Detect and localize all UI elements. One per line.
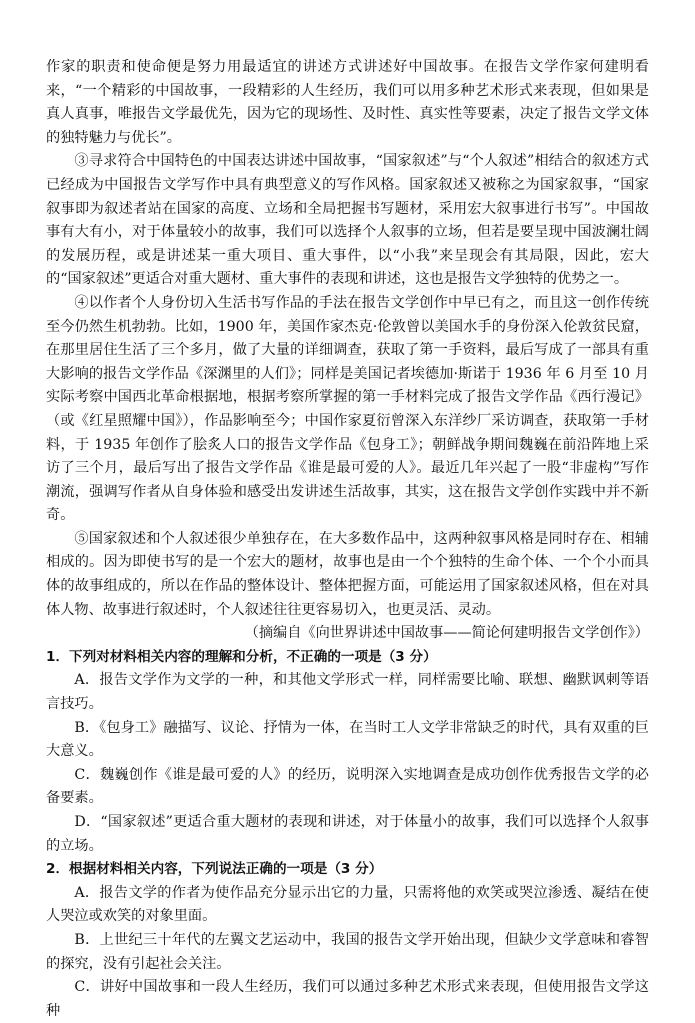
- paragraph-4: ④以作者个人身份切入生活书写作品的手法在报告文学创作中早已有之，而且这一创作传统至今仍然生机勃勃。比如，1900 年，美国作家杰克·伦敦曾以美国水手的身份深入伦敦贫民窟，在那里居住生活了三个多月，做了大量的详细调查，获取了第一手资料，最后写成了一部具有重大影响的报告文学作品《深渊里的人们》；同样是美国记者埃德加·斯诺于 1936 年 6 月至 10 月实际考察中国西北革命根据地，根据考察所掌握的第一手材料完成了报告文学作品《西行漫记》（或《红星照耀中国》），作品影响至今；中国作家夏衍曾深入东洋纱厂采访调查，获取第一手材料，于 1935 年创作了脍炙人口的报告文学作品《包身工》；朝鲜战争期间魏巍在前沿阵地上采访了三个月，最后写出了报告文学作品《谁是最可爱的人》。最近几年兴起了一股“非虚构”写作潮流，强调写作者从自身体验和感受出发讲述生活故事，其实，这在报告文学创作实践中并不新奇。: [46, 294, 649, 524]
- source-citation: （摘编自《向世界讲述中国故事——简论何建明报告文学创作》）: [244, 625, 649, 642]
- question-2-option-a: A．报告文学的作者为使作品充分显示出它的力量，只需将他的欢笑或哭泣渗透、凝结在使人哭泣或欢笑的对象里面。: [46, 884, 649, 925]
- question-1-option-c: C．魏巍创作《谁是最可爱的人》的经历，说明深入实地调查是成功创作优秀报告文学的必备要素。: [46, 766, 649, 807]
- paragraph-continuation: 作家的职责和使命便是努力用最适宜的讲述方式讲述好中国故事。在报告文学作家何建明看来，“一个精彩的中国故事，一段精彩的人生经历，我们可以用多种艺术形式来表现，但如果是真人真事，唯报告文学最优先，因为它的现场性、及时性、真实性等要素，决定了报告文学文体的独特魅力与优长”。: [46, 59, 649, 146]
- question-2-stem: 2．根据材料相关内容，下列说法正确的一项是（3 分）: [46, 861, 383, 878]
- question-1-option-a: A．报告文学作为文学的一种，和其他文学形式一样，同样需要比喻、联想、幽默讽刺等语言技巧。: [46, 672, 649, 713]
- question-1-option-b: B．《包身工》融描写、议论、抒情为一体，在当时工人文学非常缺乏的时代，具有双重的巨大意义。: [46, 719, 649, 760]
- question-2-option-b: B．上世纪三十年代的左翼文艺运动中，我国的报告文学开始出现，但缺少文学意味和睿智的探究，没有引起社会关注。: [46, 931, 649, 972]
- paragraph-3: ③寻求符合中国特色的中国表达讲述中国故事，“国家叙述”与“个人叙述”相结合的叙述方式已经成为中国报告文学写作中具有典型意义的写作风格。国家叙述又被称之为国家叙事，“国家叙事即为叙述者站在国家的高度、立场和全局把握书写题材，采用宏大叙事进行书写”。中国故事有大有小，对于体量较小的故事，我们可以选择个人叙事的立场，但若是要呈现中国波澜壮阔的发展历程，或是讲述某一重大项目、重大事件，以“小我”来呈现会有其局限，因此，宏大的“国家叙述”更适合对重大题材、重大事件的表现和讲述，这也是报告文学独特的优势之一。: [46, 153, 649, 288]
- question-1: [46, 646, 649, 858]
- paragraph-5: ⑤国家叙述和个人叙述很少单独存在，在大多数作品中，这两种叙事风格是同时存在、相辅相成的。因为即使书写的是一个宏大的题材，故事也是由一个个独特的生命个体、一个个小而具体的故事组成的，所以在作品的整体设计、整体把握方面，可能运用了国家叙述风格，但在对具体人物、故事进行叙述时，个人叙述往往更容易切入，也更灵活、灵动。: [46, 530, 649, 618]
- question-1-stem: 1．下列对材料相关内容的理解和分析，不正确的一项是（3 分）: [46, 648, 437, 665]
- question-1-option-d: D．“国家叙述”更适合重大题材的表现和讲述，对于体量小的故事，我们可以选择个人叙事的立场。: [46, 814, 649, 854]
- question-2: [46, 858, 649, 1023]
- question-2-option-c: C．讲好中国故事和一段人生经历，我们可以通过多种艺术形式来表现，但使用报告文学这种: [46, 979, 649, 1019]
